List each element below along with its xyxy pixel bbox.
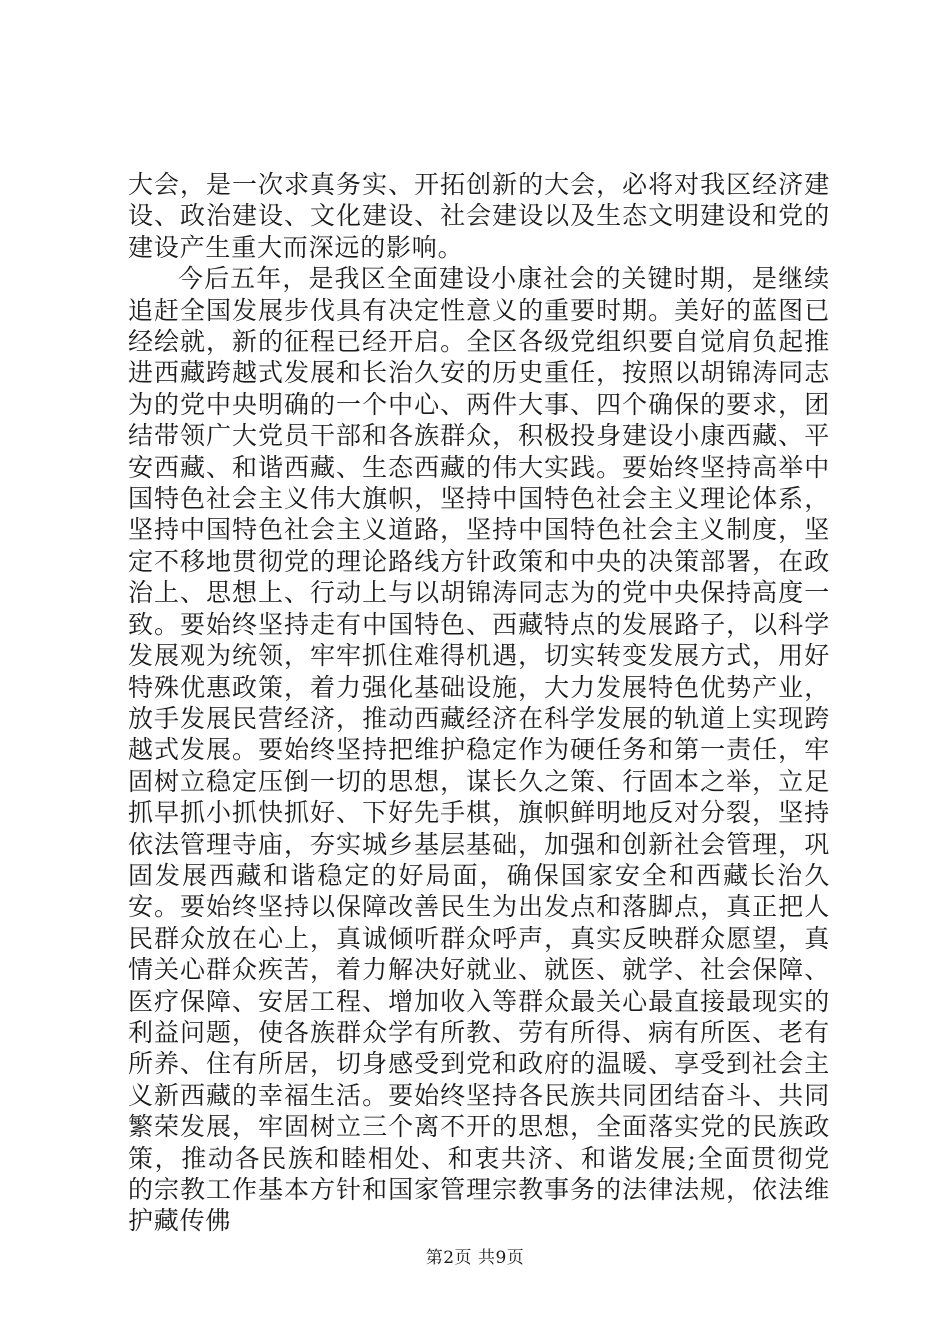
page-footer: 第2页 共9页 bbox=[425, 1248, 525, 1268]
document-body bbox=[128, 169, 830, 1237]
paragraph-continuation: 大会，是一次求真务实、开拓创新的大会，必将对我区经济建设、政治建设、文化建设、社会建设以及生态文明建设和党的建设产生重大而深远的影响。 bbox=[128, 170, 830, 262]
paragraph: 今后五年，是我区全面建设小康社会的关键时期，是继续追赶全国发展步伐具有决定性意义的重要时期。美好的蓝图已经绘就，新的征程已经开启。全区各级党组织要自觉肩负起推进西藏跨越式发展和长治久安的历史重任，按照以胡锦涛同志为的党中央明确的一个中心、两件大事、四个确保的要求，团结带领广大党员干部和各族群众，积极投身建设小康西藏、平安西藏、和谐西藏、生态西藏的伟大实践。要始终坚持高举中国特色社会主义伟大旗帜，坚持中国特色社会主义理论体系，坚持中国特色社会主义道路，坚持中国特色社会主义制度，坚定不移地贯彻党的理论路线方针政策和中央的决策部署，在政治上、思想上、行动上与以胡锦涛同志为的党中央保持高度一致。要始终坚持走有中国特色、西藏特点的发展路子，以科学发展观为统领，牢牢抓住难得机遇，切实转变发展方式，用好特殊优惠政策，着力强化基础设施，大力发展特色优势产业，放手发展民营经济，推动西藏经济在科学发展的轨道上实现跨越式发展。要始终坚持把维护稳定作为硬任务和第一责任，牢固树立稳定压倒一切的思想，谋长久之策、行固本之举，立足抓早抓小抓快抓好、下好先手棋，旗帜鲜明地反对分裂，坚持依法管理寺庙，夯实城乡基层基础，加强和创新社会管理，巩固发展西藏和谐稳定的好局面，确保国家安全和西藏长治久安。要始终坚持以保障改善民生为出发点和落脚点，真正把人民群众放在心上，真诚倾听群众呼声，真实反映群众愿望，真情关心群众疾苦，着力解决好就业、就医、就学、社会保障、医疗保障、安居工程、增加收入等群众最关心最直接最现实的利益问题，使各族群众学有所教、劳有所得、病有所医、老有所养、住有所居，切身感受到党和政府的温暖、享受到社会主义新西藏的幸福生活。要始终坚持各民族共同团结奋斗、共同繁荣发展，牢固树立三个离不开的思想，全面落实党的民族政策，推动各民族和睦相处、和衷共济、和谐发展;全面贯彻党的宗教工作基本方针和国家管理宗教事务的法律法规，依法维护藏传佛 bbox=[128, 264, 830, 1236]
